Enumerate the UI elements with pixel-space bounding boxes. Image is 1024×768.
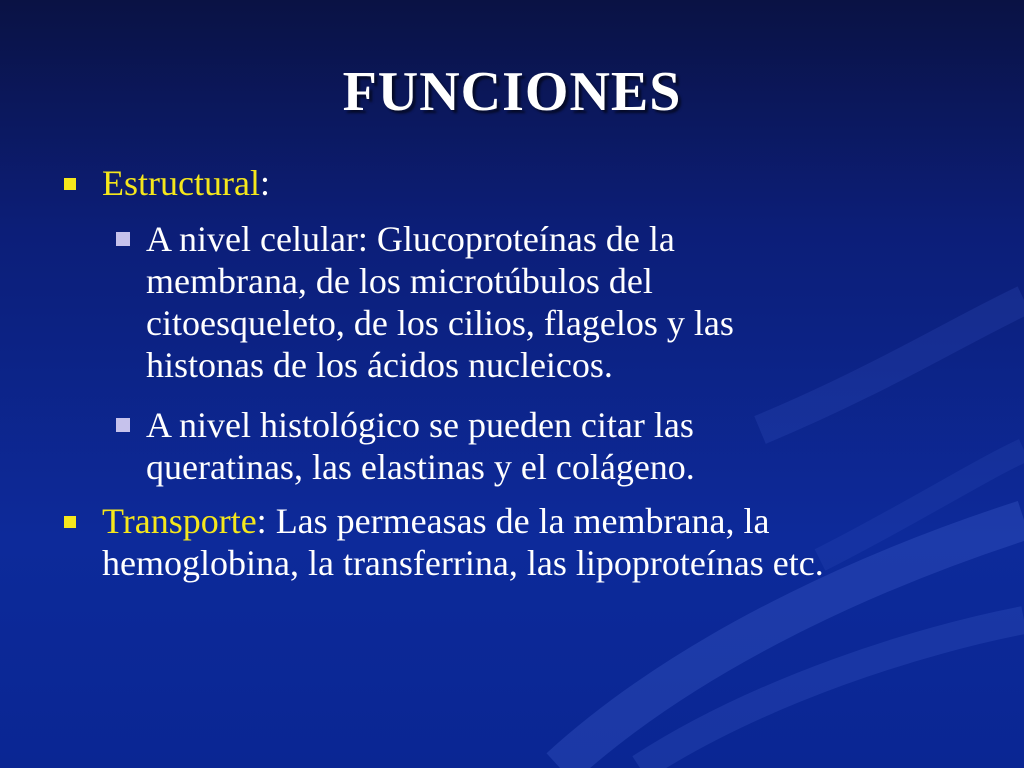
text-line: hemoglobina, la transferrina, las lipoproteínas etc. [102, 543, 824, 583]
text-line: membrana, de los microtúbulos del [146, 261, 653, 301]
slide-title: FUNCIONES [342, 61, 682, 123]
text-line: A nivel histológico se pueden citar las [146, 405, 694, 445]
list-item-text [102, 162, 270, 204]
square-bullet-icon [64, 516, 76, 528]
sub-item-text [146, 218, 734, 386]
text-line: queratinas, las elastinas y el colágeno. [146, 447, 695, 487]
item-label-estructural: Estructural [102, 163, 260, 203]
text-line: A nivel celular: Glucoproteínas de la [146, 219, 675, 259]
item-label-transporte: Transporte [102, 501, 257, 541]
item-label-suffix: : [259, 163, 270, 203]
square-bullet-icon [64, 178, 76, 190]
list-item-text [102, 500, 824, 584]
square-bullet-icon [116, 232, 130, 246]
text-line: Las permeasas de la membrana, la [266, 501, 770, 541]
sub-item-text [146, 404, 695, 488]
text-line: citoesqueleto, de los cilios, flagelos y las [146, 303, 734, 343]
item-label-suffix: : [256, 501, 267, 541]
square-bullet-icon [116, 418, 130, 432]
text-line: histonas de los ácidos nucleicos. [146, 345, 613, 385]
